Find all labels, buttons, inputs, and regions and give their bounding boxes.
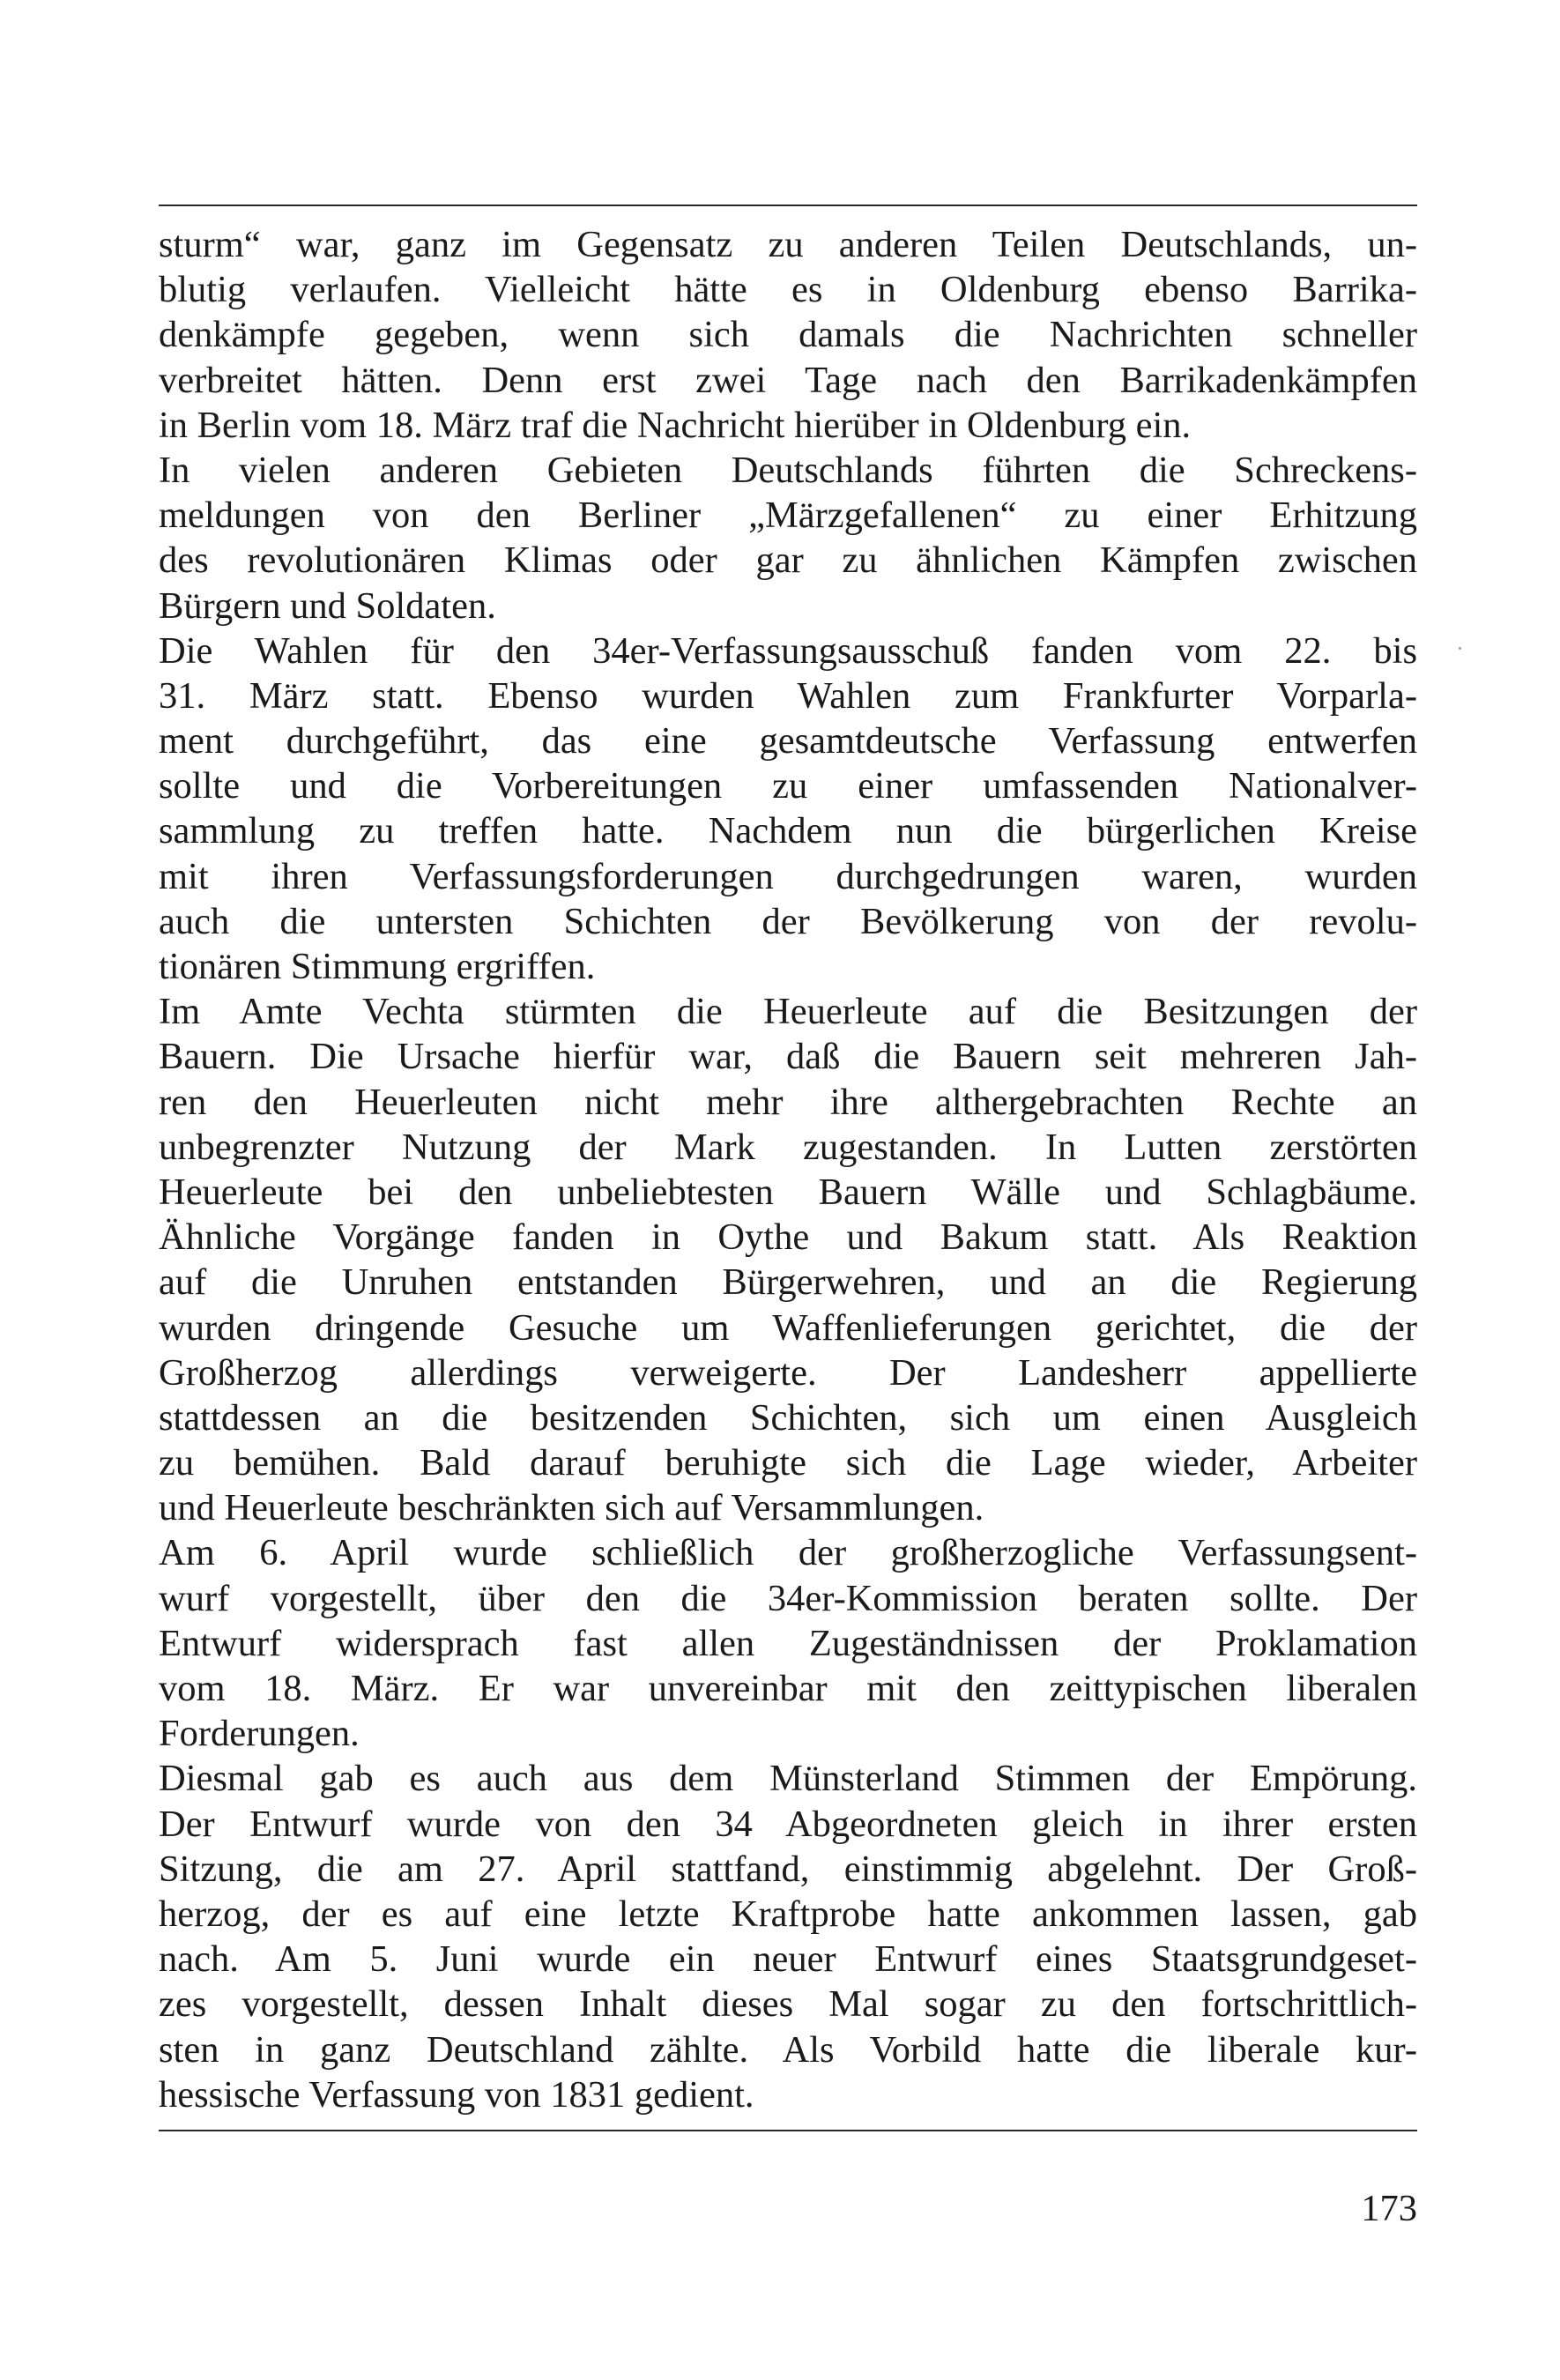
text-line: mit ihren Verfassungsforderungen durchgedrungen waren, wurden: [159, 855, 1417, 897]
text-line: sten in ganz Deutschland zählte. Als Vorbild hatte die liberale kur-: [159, 2028, 1417, 2071]
text-line: des revolutionären Klimas oder gar zu ähnlichen Kämpfen zwischen: [159, 539, 1417, 582]
text-line: hessische Verfassung von 1831 gedient.: [159, 2073, 754, 2116]
text-line: Am 6. April wurde schließlich der großherzogliche Verfassungsent-: [159, 1532, 1417, 1574]
text-line: vom 18. März. Er war unvereinbar mit den zeittypischen liberalen: [159, 1668, 1417, 1709]
text-line: auch die untersten Schichten der Bevölkerung von der revolu-: [159, 900, 1417, 942]
text-line: Der Entwurf wurde von den 34 Abgeordneten gleich in ihrer ersten: [159, 1803, 1417, 1845]
margin-speck: [1459, 647, 1461, 650]
text-line: Sitzung, die am 27. April stattfand, einstimmig abgelehnt. Der Groß-: [159, 1848, 1417, 1890]
text-line: blutig verlaufen. Vielleicht hätte es in Oldenburg ebenso Barrika-: [159, 269, 1417, 311]
text-line: Diesmal gab es auch aus dem Münsterland Stimmen der Empörung.: [159, 1758, 1417, 1800]
body-text: [159, 222, 1417, 2117]
text-line: wurden dringende Gesuche um Waffenlieferungen gerichtet, die der: [159, 1306, 1417, 1349]
text-line: sollte und die Vorbereitungen zu einer umfassenden Nationalver-: [159, 765, 1417, 807]
text-line: ren den Heuerleuten nicht mehr ihre althergebrachten Rechte an: [159, 1081, 1417, 1123]
top-rule: [159, 205, 1417, 206]
bottom-rule: [159, 2130, 1417, 2131]
text-line: Heuerleute bei den unbeliebtesten Bauern Wälle und Schlagbäume.: [159, 1171, 1417, 1213]
text-line: Entwurf widersprach fast allen Zugeständnissen der Proklamation: [159, 1622, 1417, 1664]
text-line: denkämpfe gegeben, wenn sich damals die Nachrichten schneller: [159, 314, 1417, 356]
text-line: In vielen anderen Gebieten Deutschlands führten die Schreckens-: [159, 449, 1417, 491]
text-line: Bürgern und Soldaten.: [159, 584, 496, 627]
text-line: 31. März statt. Ebenso wurden Wahlen zum Frankfurter Vorparla-: [159, 674, 1417, 717]
text-line: Im Amte Vechta stürmten die Heuerleute auf die Besitzungen der: [159, 991, 1417, 1033]
text-line: zu bemühen. Bald darauf beruhigte sich die Lage wieder, Arbeiter: [159, 1442, 1417, 1484]
text-line: ment durchgeführt, das eine gesamtdeutsche Verfassung entwerfen: [159, 720, 1417, 762]
text-line: sammlung zu treffen hatte. Nachdem nun die bürgerlichen Kreise: [159, 810, 1417, 852]
text-line: sturm“ war, ganz im Gegensatz zu anderen Teilen Deutschlands, un-: [159, 224, 1417, 265]
text-line: und Heuerleute beschränkten sich auf Versammlungen.: [159, 1487, 984, 1529]
text-line: auf die Unruhen entstanden Bürgerwehren, und an die Regierung: [159, 1261, 1417, 1304]
text-line: unbegrenzter Nutzung der Mark zugestanden. In Lutten zerstörten: [159, 1126, 1417, 1168]
text-line: Forderungen.: [159, 1713, 360, 1755]
text-line: Die Wahlen für den 34er-Verfassungsausschuß fanden vom 22. bis: [159, 629, 1417, 672]
text-line: in Berlin vom 18. März traf die Nachricht hierüber in Oldenburg ein.: [159, 404, 1192, 446]
text-line: verbreitet hätten. Denn erst zwei Tage nach den Barrikadenkämpfen: [159, 359, 1417, 401]
text-line: tionären Stimmung ergriffen.: [159, 946, 596, 987]
text-line: herzog, der es auf eine letzte Kraftprobe hatte ankommen lassen, gab: [159, 1893, 1417, 1935]
page-number: 173: [1361, 2188, 1417, 2229]
text-line: stattdessen an die besitzenden Schichten, sich um einen Ausgleich: [159, 1396, 1417, 1439]
text-line: Großherzog allerdings verweigerte. Der Landesherr appellierte: [159, 1351, 1417, 1394]
text-line: Bauern. Die Ursache hierfür war, daß die Bauern seit mehreren Jah-: [159, 1036, 1417, 1078]
text-line: Ähnliche Vorgänge fanden in Oythe und Bakum statt. Als Reaktion: [159, 1216, 1417, 1259]
text-line: wurf vorgestellt, über den die 34er-Kommission beraten sollte. Der: [159, 1577, 1417, 1619]
text-line: meldungen von den Berliner „Märzgefallenen“ zu einer Erhitzung: [159, 495, 1417, 537]
text-line: zes vorgestellt, dessen Inhalt dieses Mal sogar zu den fortschrittlich-: [159, 1983, 1417, 2026]
text-line: nach. Am 5. Juni wurde ein neuer Entwurf eines Staatsgrundgeset-: [159, 1938, 1417, 1981]
